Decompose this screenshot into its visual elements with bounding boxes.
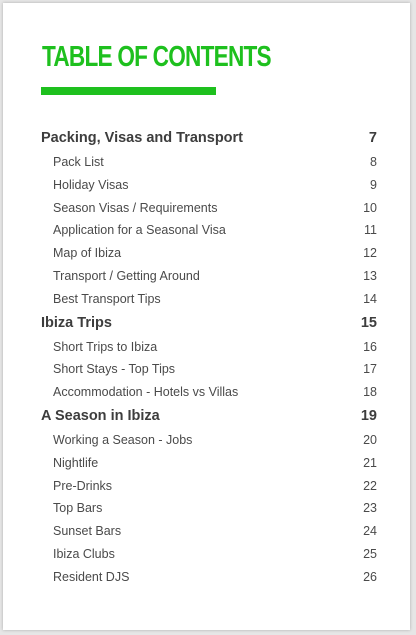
toc-section-title: Packing, Visas and Transport <box>41 130 244 146</box>
toc-section-title: A Season in Ibiza <box>41 407 160 424</box>
toc-entry-title: Pack List <box>53 155 104 169</box>
toc-entry-title: Working a Season - Jobs <box>53 432 193 447</box>
toc-entry-title: Resident DJS <box>53 569 130 584</box>
toc-section-entry[interactable] <box>41 404 377 429</box>
toc-entry[interactable] <box>41 197 377 220</box>
toc-entry-page-number: 8 <box>370 155 377 169</box>
page-title: TABLE OF CONTENTS <box>42 41 271 73</box>
toc-entry[interactable] <box>41 358 377 381</box>
toc-entry-title: Pre-Drinks <box>53 478 113 493</box>
toc-entry[interactable] <box>41 265 377 288</box>
toc-entry-title: Season Visas / Requirements <box>53 200 218 215</box>
toc-entry-title: Holiday Visas <box>53 177 129 192</box>
toc-entry[interactable] <box>41 452 377 475</box>
toc-entry[interactable] <box>41 566 377 589</box>
toc-section-page-number: 7 <box>368 130 377 146</box>
toc-section-page-number: 19 <box>360 407 377 424</box>
toc-section-page-number: 15 <box>360 314 377 331</box>
toc-entry-page-number: 11 <box>364 223 377 238</box>
toc-entry-page-number: 18 <box>363 385 377 400</box>
toc-entry-page-number: 20 <box>363 432 377 447</box>
toc-entry[interactable] <box>41 219 377 242</box>
toc-entry-page-number: 16 <box>363 339 377 354</box>
toc-section-title: Ibiza Trips <box>41 314 112 331</box>
toc-entry-title: Top Bars <box>53 501 103 516</box>
toc-section-entry[interactable] <box>41 126 377 151</box>
toc-entry-page-number: 25 <box>363 546 377 561</box>
toc-entry[interactable] <box>41 242 377 265</box>
toc-entry-page-number: 17 <box>363 362 377 377</box>
title-underline <box>41 87 216 95</box>
toc-entry-title: Application for a Seasonal Visa <box>53 223 226 238</box>
toc-entry-title: Short Stays - Top Tips <box>53 362 176 377</box>
document-page <box>3 3 410 630</box>
toc-entry-title: Accommodation - Hotels vs Villas <box>53 385 239 400</box>
toc-entry[interactable] <box>41 520 377 543</box>
toc-entry-page-number: 14 <box>363 291 377 306</box>
toc-entry[interactable] <box>41 151 377 174</box>
toc-entry[interactable] <box>41 543 377 566</box>
toc-entry[interactable] <box>41 475 377 498</box>
toc-entry-title: Sunset Bars <box>53 524 122 539</box>
toc-entry-title: Short Trips to Ibiza <box>53 339 158 354</box>
toc-entry[interactable] <box>41 336 377 359</box>
toc-entry-page-number: 24 <box>363 524 377 539</box>
toc-entry-page-number: 9 <box>370 177 377 192</box>
toc-entry[interactable] <box>41 497 377 520</box>
toc-entry[interactable] <box>41 429 377 452</box>
toc-entry-page-number: 13 <box>363 268 377 283</box>
toc-entry[interactable] <box>41 174 377 197</box>
toc-entry-title: Map of Ibiza <box>53 246 122 261</box>
toc-entry-page-number: 23 <box>363 501 377 516</box>
table-of-contents <box>41 126 377 589</box>
toc-entry[interactable] <box>41 288 377 311</box>
toc-entry-page-number: 26 <box>363 569 377 584</box>
toc-entry-title: Transport / Getting Around <box>53 268 200 283</box>
toc-entry-page-number: 21 <box>363 455 377 470</box>
toc-section-entry[interactable] <box>41 311 377 336</box>
toc-entry-page-number: 22 <box>363 478 377 493</box>
toc-entry-title: Ibiza Clubs <box>53 546 115 561</box>
toc-entry-page-number: 10 <box>363 200 377 215</box>
toc-entry-title: Nightlife <box>53 455 99 470</box>
toc-entry[interactable] <box>41 381 377 404</box>
toc-entry-page-number: 12 <box>363 246 377 261</box>
toc-entry-title: Best Transport Tips <box>53 291 161 306</box>
